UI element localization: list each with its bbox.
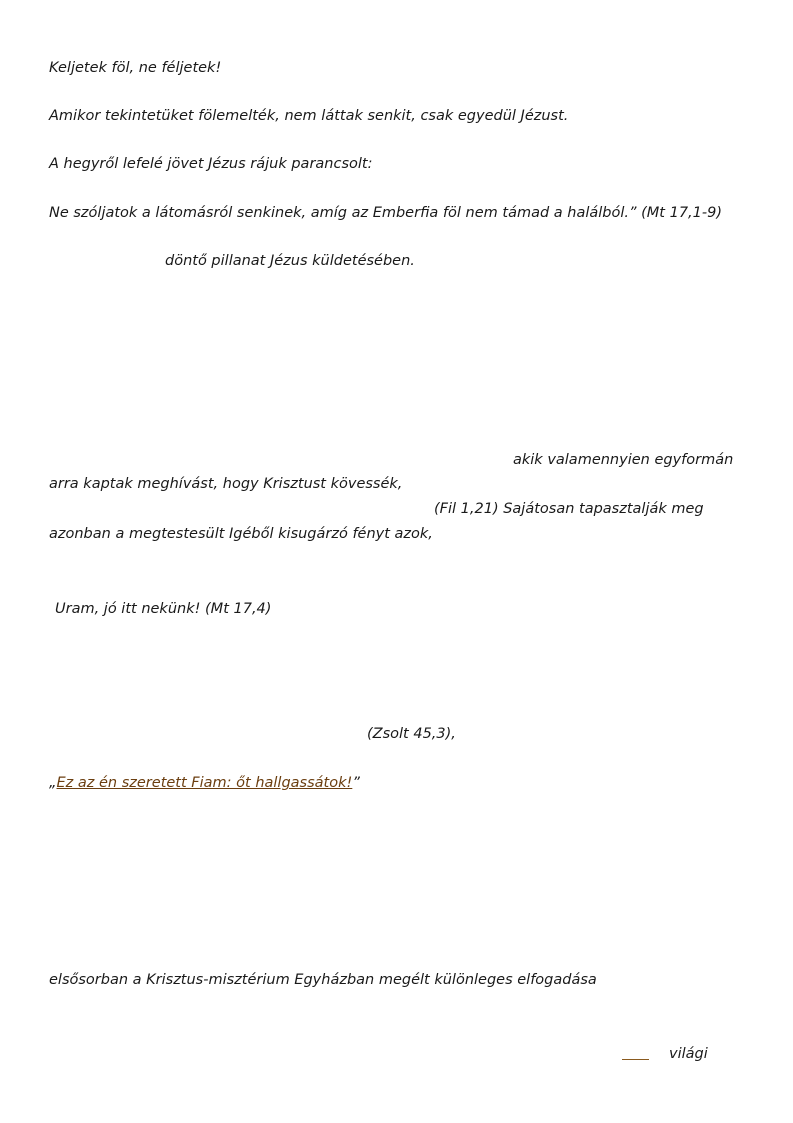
- text-line: döntő pillanat Jézus küldetésében.: [165, 253, 415, 269]
- quote-line: [49, 774, 360, 792]
- open-quote: „: [49, 775, 57, 791]
- text-line: Keljetek föl, ne féljetek!: [49, 60, 222, 76]
- text-line: arra kaptak meghívást, hogy Krisztust kövessék,: [49, 476, 403, 492]
- quote-link[interactable]: Ez az én szeretett Fiam: őt hallgassátok!: [56, 775, 353, 791]
- text-line: Amikor tekintetüket fölemelték, nem láttak senkit, csak egyedül Jézust.: [49, 108, 569, 124]
- text-line: (Fil 1,21) Sajátosan tapasztalják meg: [434, 501, 704, 517]
- blank-underline: [622, 1059, 649, 1060]
- text-line: (Zsolt 45,3),: [367, 726, 456, 742]
- text-line: A hegyről lefelé jövet Jézus rájuk parancsolt:: [49, 156, 373, 172]
- text-line: akik valamennyien egyformán: [513, 452, 734, 468]
- close-quote: ”: [352, 775, 360, 791]
- text-line: Uram, jó itt nekünk! (Mt 17,4): [55, 601, 272, 617]
- text-line: világi: [669, 1046, 708, 1062]
- text-line: elsősorban a Krisztus-misztérium Egyházban megélt különleges elfogadása: [49, 972, 597, 988]
- text-line: Ne szóljatok a látomásról senkinek, amíg az Emberfia föl nem támad a halálból.” (Mt 17,1-9): [49, 205, 722, 221]
- text-line: azonban a megtestesült Igéből kisugárzó fényt azok,: [49, 526, 433, 542]
